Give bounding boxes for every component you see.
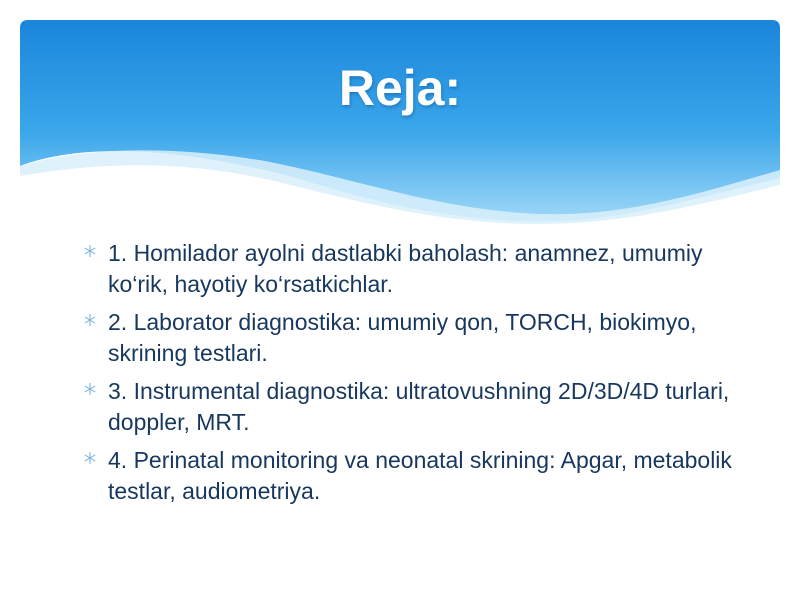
bullet-item-3	[84, 376, 744, 438]
bullet-item-1	[84, 238, 744, 300]
slide-title: Reja:	[338, 60, 462, 116]
bullet-text: 4. Perinatal monitoring va neonatal skrining: Apgar, metabolik testlar, audiometriya.	[108, 447, 732, 504]
bullet-text: 1. Homilador ayolni dastlabki baholash: anamnez, umumiy ko‘rik, hayotiy ko‘rsatkichlar.	[108, 240, 703, 297]
bullet-text: 2. Laborator diagnostika: umumiy qon, TORCH, biokimyo, skrining testlari.	[108, 309, 697, 366]
bullet-list	[84, 238, 744, 507]
snowflake-icon	[84, 383, 96, 395]
bullet-item-2	[84, 307, 744, 369]
snowflake-icon	[84, 245, 96, 257]
wave-background	[20, 20, 780, 230]
bullet-text: 3. Instrumental diagnostika: ultratovushning 2D/3D/4D turlari, doppler, MRT.	[108, 378, 730, 435]
title-banner	[20, 20, 780, 230]
bullet-item-4	[84, 445, 744, 507]
snowflake-icon	[84, 452, 96, 464]
content-area	[84, 238, 744, 514]
snowflake-icon	[84, 314, 96, 326]
